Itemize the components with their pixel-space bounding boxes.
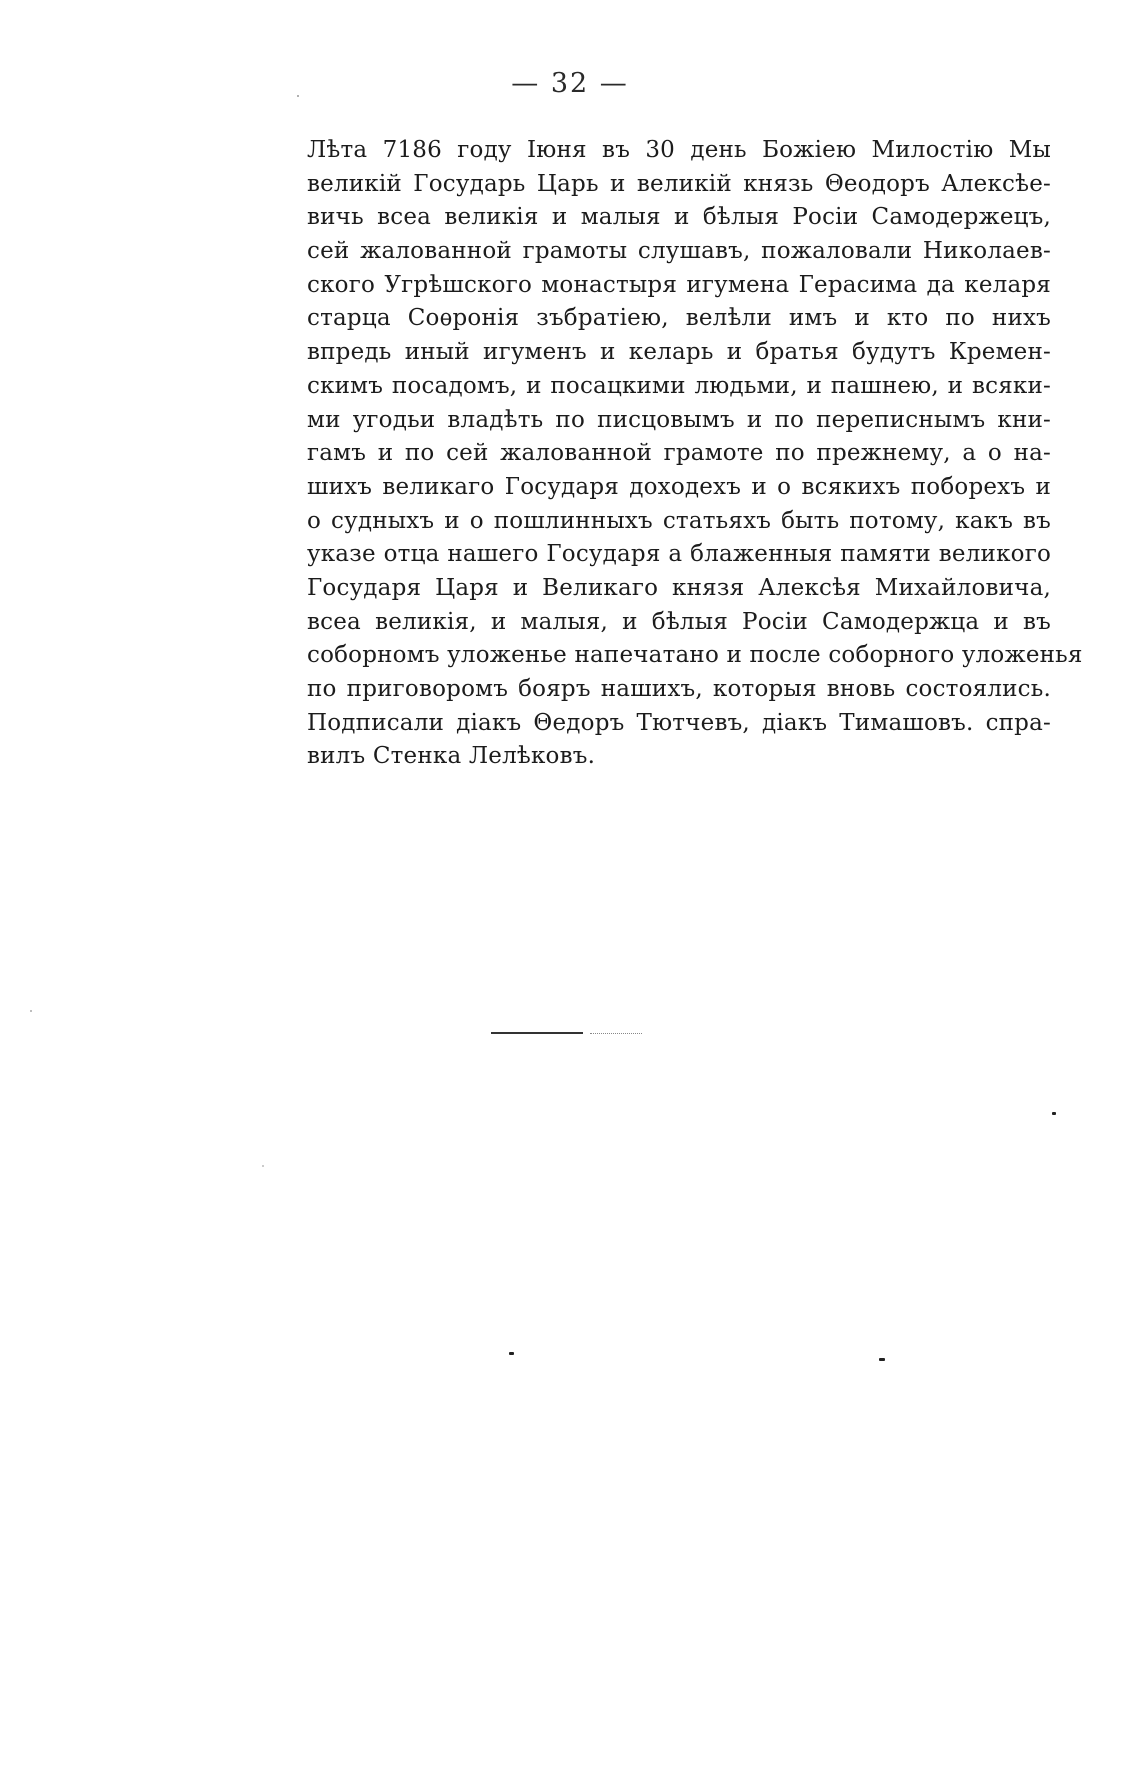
text-line: великій Государь Царь и великій князь Θеодоръ Алексѣе-	[307, 170, 1051, 197]
text-line: скимъ посадомъ, и посацкими людьми, и пашнею, и всяки-	[307, 372, 1051, 399]
text-line: Подписали діакъ Θедоръ Тютчевъ, діакъ Тимашовъ. спра-	[307, 709, 1051, 736]
text-line: старца Соѳронія зъбратіею, велѣли имъ и кто по нихъ	[307, 305, 1051, 332]
scan-speck	[1052, 1112, 1056, 1115]
text-line: всеа великія, и малыя, и бѣлыя Росіи Самодержца и въ	[307, 608, 1051, 635]
scan-speck	[262, 1165, 264, 1167]
text-line: вилъ Стенка Лелѣковъ.	[307, 743, 596, 770]
text-line: по приговоромъ бояръ нашихъ, которыя вновь состоялись.	[307, 676, 1051, 702]
text-line: указе отца нашего Государя а блаженныя памяти великого	[307, 541, 1051, 568]
text-line: впредь иный игуменъ и келарь и братья будутъ Кремен-	[307, 339, 1051, 366]
scan-speck	[30, 1010, 32, 1012]
text-line: о судныхъ и о пошлинныхъ статьяхъ быть потому, какъ въ	[307, 507, 1051, 534]
text-line: ского Угрѣшского монастыря игумена Герасима да келаря	[307, 271, 1051, 298]
text-line: сей жалованной грамоты слушавъ, пожаловали Николаев-	[307, 238, 1051, 265]
scan-speck	[297, 95, 299, 97]
scan-speck	[509, 1352, 514, 1355]
section-divider-tail	[590, 1033, 642, 1035]
text-line: Государя Царя и Великаго князя Алексѣя Михайловича,	[307, 574, 1051, 601]
text-line: соборномъ уложенье напечатано и после соборного уложенья	[307, 642, 1083, 669]
charter-text	[307, 134, 1083, 774]
text-line: вичь всеа великія и малыя и бѣлыя Росіи Самодержецъ,	[307, 204, 1051, 231]
page-number: — 32 —	[511, 68, 629, 99]
text-line: шихъ великаго Государя доходехъ и о всякихъ поборехъ и	[307, 473, 1051, 500]
scan-speck	[879, 1358, 885, 1361]
text-line: Лѣта 7186 году Іюня въ 30 день Божіею Милостію Мы	[307, 137, 1051, 163]
text-line: ми угодьи владѣть по писцовымъ и по переписнымъ кни-	[307, 406, 1051, 433]
section-divider	[491, 1032, 583, 1034]
text-line: гамъ и по сей жалованной грамоте по прежнему, а о на-	[307, 440, 1051, 467]
